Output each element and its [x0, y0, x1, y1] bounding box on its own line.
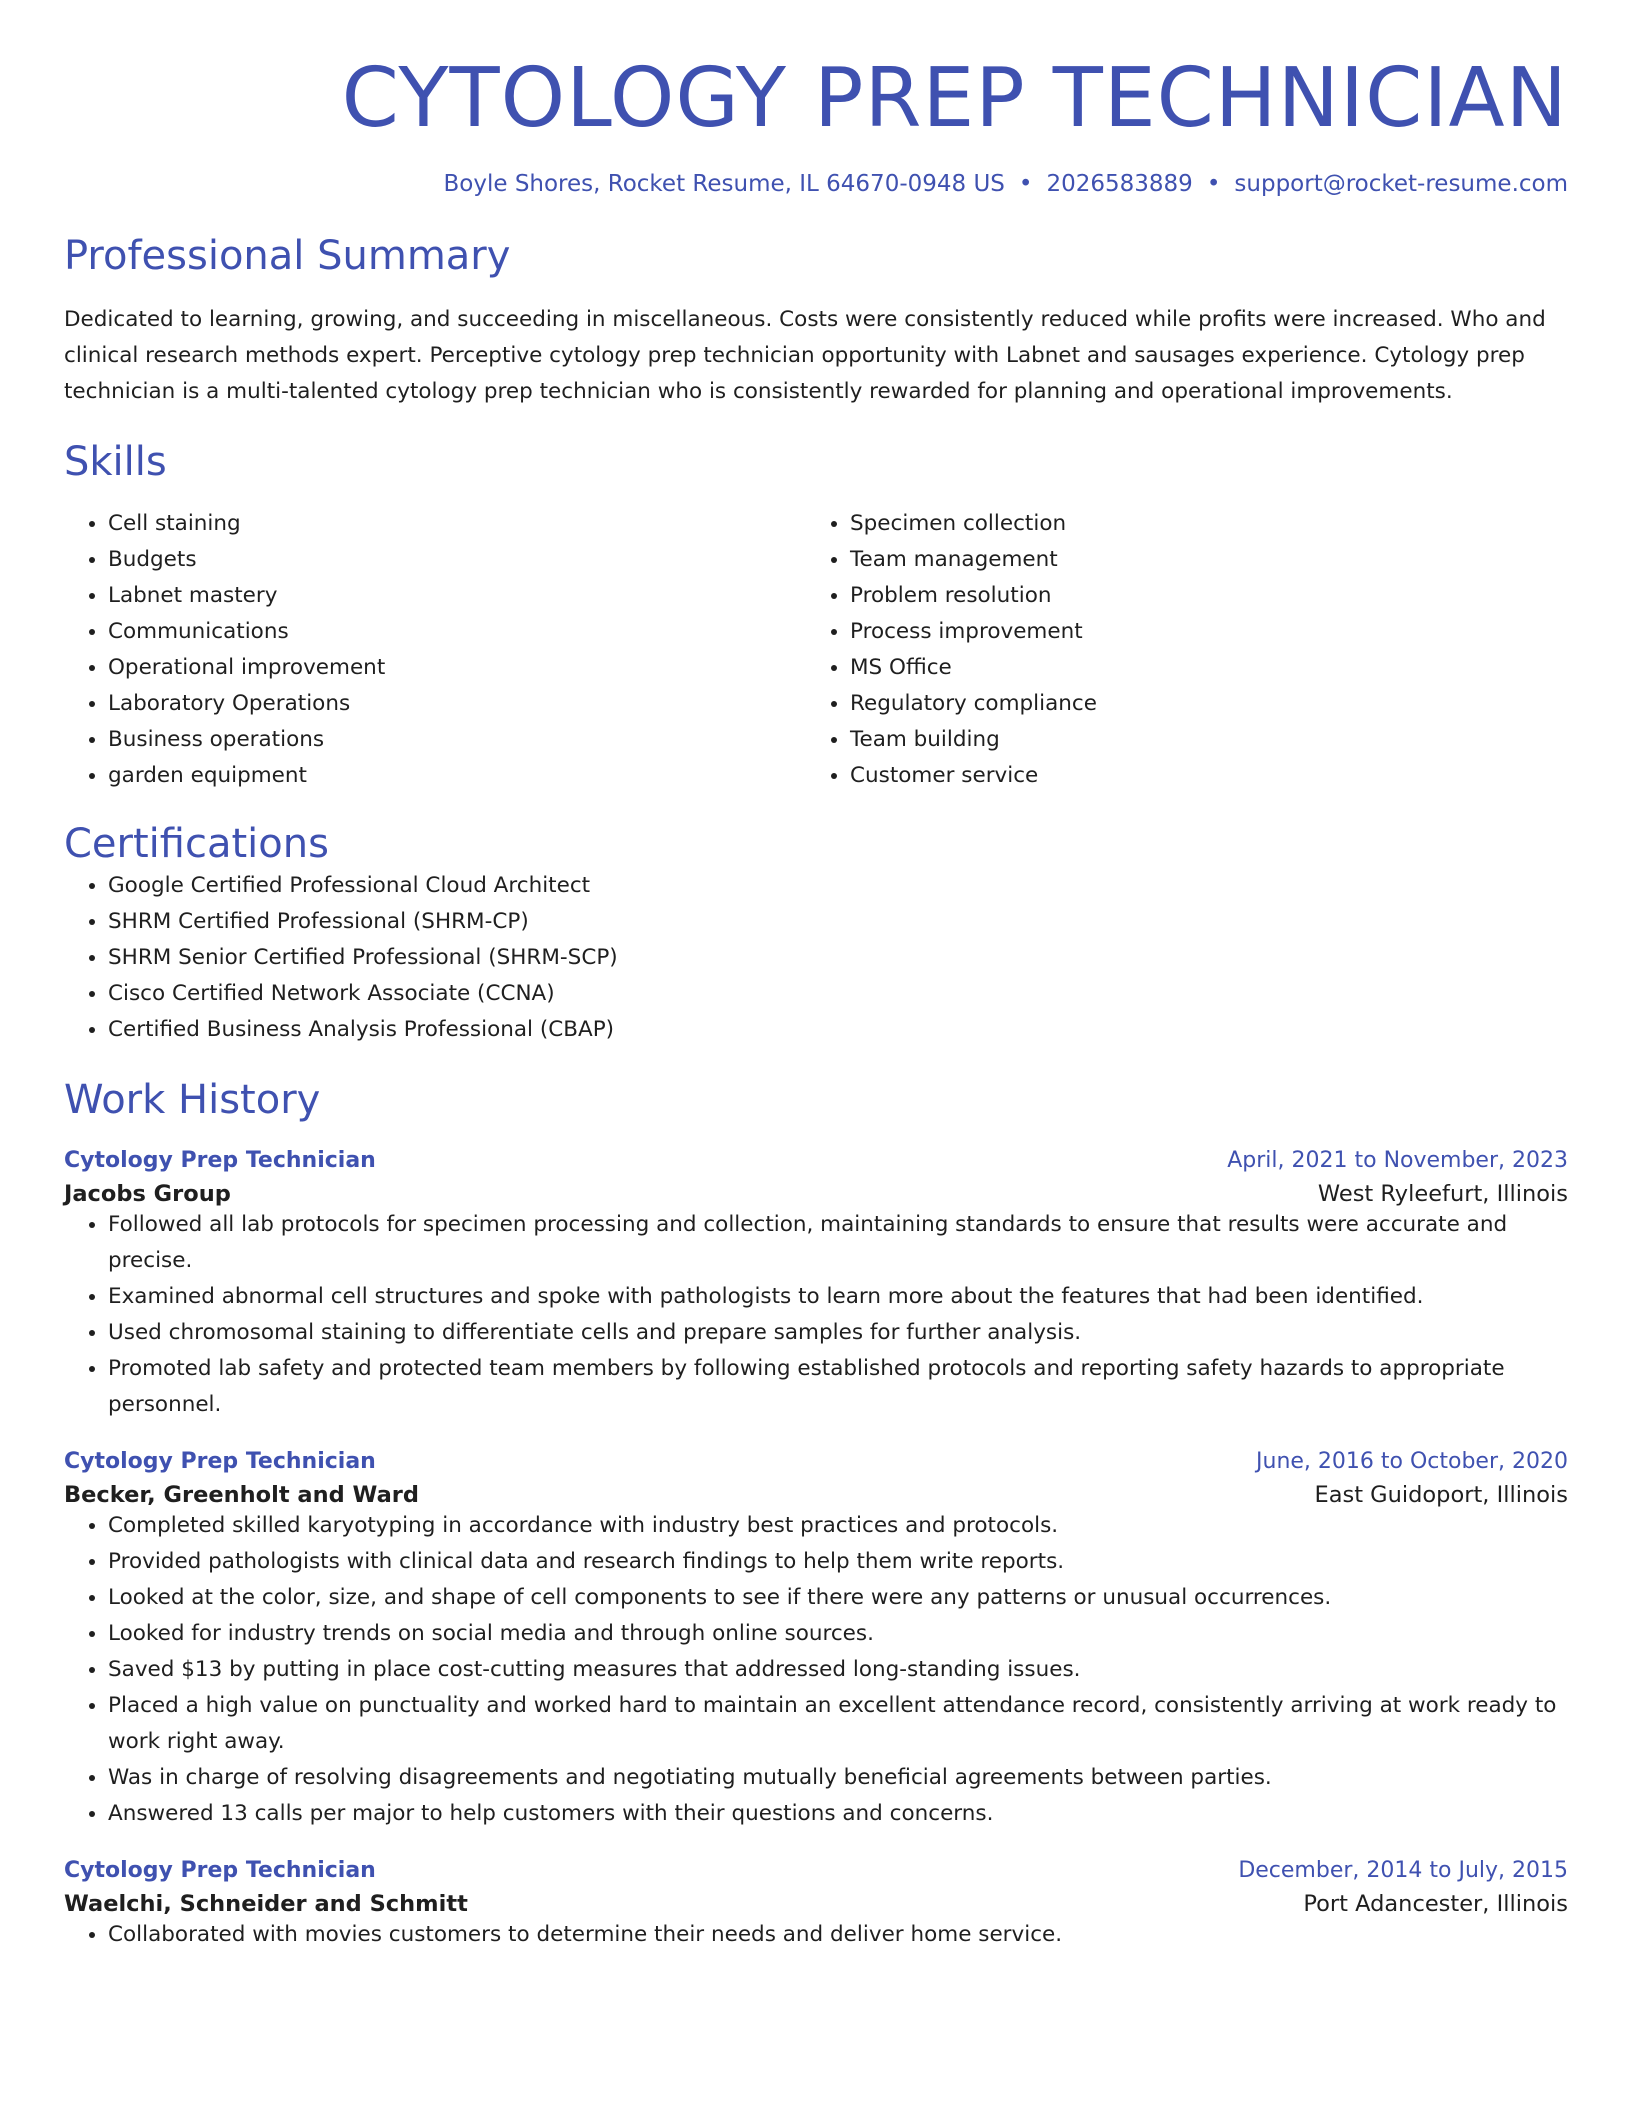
certification-item: • SHRM Certified Professional (SHRM-CP) — [108, 904, 1568, 940]
job-dates: April, 2021 to November, 2023 — [1227, 1148, 1568, 1174]
job-company-row — [64, 1474, 1568, 1508]
skill-item: • Team building — [850, 722, 1548, 758]
job-dates: December, 2014 to July, 2015 — [1238, 1858, 1568, 1884]
contact-separator: • — [1206, 171, 1221, 198]
skill-item: • Process improvement — [850, 614, 1548, 650]
certification-item: • SHRM Senior Certified Professional (SHRM-SCP) — [108, 940, 1568, 976]
job-location: Port Adancester, Illinois — [1303, 1891, 1568, 1918]
skill-item: • Communications — [108, 614, 806, 650]
job-bullet: • Saved $13 by putting in place cost-cutting measures that addressed long-standing issues. — [108, 1652, 1568, 1688]
work-history-list — [64, 1148, 1568, 1953]
job-bullet: • Was in charge of resolving disagreements and negotiating mutually beneficial agreements between parties. — [108, 1760, 1568, 1796]
skill-item: • Laboratory Operations — [108, 686, 806, 722]
skill-item: • Labnet mastery — [108, 578, 806, 614]
summary-text: Dedicated to learning, growing, and succeeding in miscellaneous. Costs were consistently reduced while profits were increased. Who and clinical research methods expert. Perceptive cytology prep technician opportunity with Labnet and sausages experience. Cytology prep technician is a multi-talented cytology prep technician who is consistently rewarded for planning and operational improvements. — [64, 307, 1546, 405]
job-title: Cytology Prep Technician — [64, 1449, 376, 1475]
skill-item: • garden equipment — [108, 758, 806, 794]
job-bullets — [64, 1508, 1568, 1832]
contact-address: Boyle Shores, Rocket Resume, IL 64670-0948 US — [443, 171, 1005, 198]
job-title: Cytology Prep Technician — [64, 1148, 376, 1174]
skill-item: • Problem resolution — [850, 578, 1548, 614]
contact-email[interactable]: support@rocket-resume.com — [1234, 171, 1568, 198]
skill-item: • Team management — [850, 542, 1548, 578]
certification-item: • Cisco Certified Network Associate (CCNA) — [108, 976, 1568, 1012]
job-bullet: • Looked at the color, size, and shape of cell components to see if there were any patterns or unusual occurrences. — [108, 1580, 1568, 1616]
skills-list-left — [64, 506, 806, 794]
skill-item: • Customer service — [850, 758, 1548, 794]
skill-item: • Budgets — [108, 542, 806, 578]
job-bullets — [64, 1207, 1568, 1423]
certification-item: • Certified Business Analysis Professional (CBAP) — [108, 1012, 1568, 1048]
job-company-row — [64, 1173, 1568, 1207]
job-header-row — [64, 1449, 1568, 1474]
skill-item: • Operational improvement — [108, 650, 806, 686]
skills-column-right — [806, 506, 1548, 794]
job-company-row — [64, 1883, 1568, 1917]
resume-title: CYTOLOGY PREP TECHNICIAN — [341, 51, 1568, 146]
job-dates: June, 2016 to October, 2020 — [1256, 1449, 1568, 1475]
job-company: Jacobs Group — [64, 1181, 231, 1208]
job-header-row — [64, 1858, 1568, 1883]
job-bullets — [64, 1917, 1568, 1953]
job-title: Cytology Prep Technician — [64, 1858, 376, 1884]
job-bullet: • Used chromosomal staining to differentiate cells and prepare samples for further analysis. — [108, 1315, 1568, 1351]
skill-item: • MS Office — [850, 650, 1548, 686]
job-bullet: • Answered 13 calls per major to help customers with their questions and concerns. — [108, 1796, 1568, 1832]
contact-line — [64, 170, 1568, 200]
job-entry — [64, 1858, 1568, 1953]
job-bullet: • Looked for industry trends on social media and through online sources. — [108, 1616, 1568, 1652]
skill-item: • Cell staining — [108, 506, 806, 542]
job-location: West Ryleefurt, Illinois — [1317, 1181, 1568, 1208]
skills-column-left — [64, 506, 806, 794]
skills-columns — [64, 506, 1568, 794]
skill-item: • Specimen collection — [850, 506, 1548, 542]
job-bullet: • Examined abnormal cell structures and spoke with pathologists to learn more about the features that had been identified. — [108, 1279, 1568, 1315]
job-company: Becker, Greenholt and Ward — [64, 1482, 419, 1509]
job-bullet: • Promoted lab safety and protected team members by following established protocols and reporting safety hazards to appropriate personnel. — [108, 1351, 1568, 1423]
job-entry — [64, 1449, 1568, 1832]
contact-phone: 2026583889 — [1046, 171, 1193, 198]
job-bullet: • Followed all lab protocols for specimen processing and collection, maintaining standards to ensure that results were accurate and precise. — [108, 1207, 1568, 1279]
job-entry — [64, 1148, 1568, 1423]
contact-separator: • — [1018, 171, 1033, 198]
certification-item: • Google Certified Professional Cloud Architect — [108, 868, 1568, 904]
work-history-heading: Work History — [64, 1077, 321, 1124]
skill-item: • Business operations — [108, 722, 806, 758]
job-bullet: • Provided pathologists with clinical data and research findings to help them write reports. — [108, 1544, 1568, 1580]
certifications-heading: Certifications — [64, 821, 329, 868]
certifications-list — [64, 868, 1568, 1048]
summary-heading: Professional Summary — [64, 233, 511, 280]
job-header-row — [64, 1148, 1568, 1173]
skills-list-right — [806, 506, 1548, 794]
job-company: Waelchi, Schneider and Schmitt — [64, 1891, 468, 1918]
job-bullet: • Collaborated with movies customers to determine their needs and deliver home service. — [108, 1917, 1568, 1953]
job-location: East Guidoport, Illinois — [1314, 1482, 1568, 1509]
job-bullet: • Placed a high value on punctuality and worked hard to maintain an excellent attendance record, consistently arriving at work ready to work right away. — [108, 1688, 1568, 1760]
skill-item: • Regulatory compliance — [850, 686, 1548, 722]
skills-heading: Skills — [64, 439, 167, 486]
job-bullet: • Completed skilled karyotyping in accordance with industry best practices and protocols. — [108, 1508, 1568, 1544]
